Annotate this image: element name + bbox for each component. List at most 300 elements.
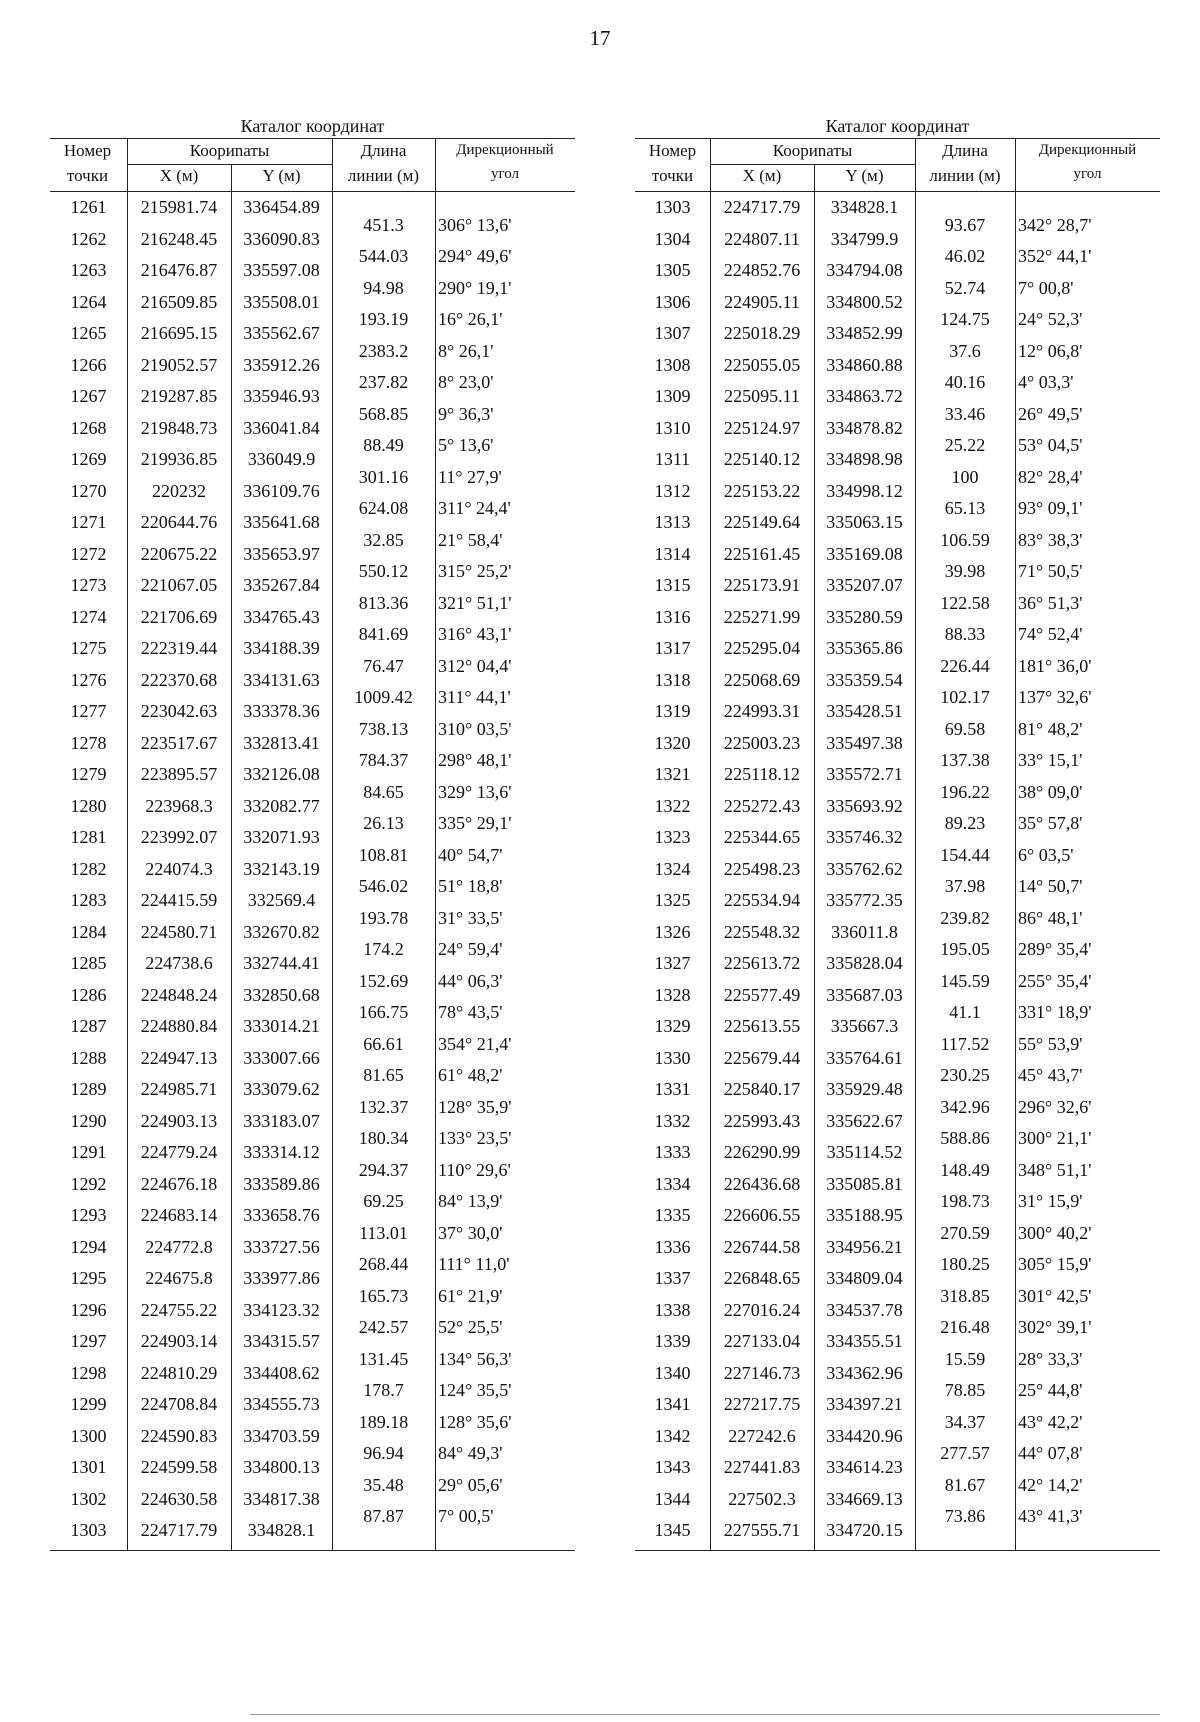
point-number: 1330 bbox=[654, 1047, 691, 1068]
point-number: 1345 bbox=[654, 1520, 691, 1540]
point-x: 225124.97 bbox=[723, 417, 801, 438]
point-y: 333314.12 bbox=[243, 1142, 320, 1162]
point-y: 334860.88 bbox=[826, 354, 903, 375]
point-y: 335764.61 bbox=[826, 1047, 903, 1068]
point-y: 335687.03 bbox=[826, 984, 903, 1005]
point-x: 223895.57 bbox=[140, 764, 218, 784]
point-number: 1281 bbox=[70, 827, 107, 847]
point-number: 1331 bbox=[654, 1079, 691, 1099]
point-y: 333977.86 bbox=[243, 1268, 320, 1288]
point-number: 1292 bbox=[70, 1173, 107, 1194]
point-x: 227217.75 bbox=[723, 1394, 801, 1414]
segment-direction-angle: 7° 00,5' bbox=[438, 1506, 494, 1527]
segment-length: 117.52 bbox=[940, 1033, 990, 1054]
point-x: 224848.24 bbox=[140, 984, 218, 1005]
point-x: 219052.57 bbox=[140, 354, 218, 375]
segment-length: 301.16 bbox=[358, 466, 409, 487]
catalog-body bbox=[50, 192, 575, 1551]
point-y: 334852.99 bbox=[826, 323, 903, 343]
segment-direction-angle: 8° 23,0' bbox=[438, 372, 494, 393]
segment-length: 226.44 bbox=[940, 655, 990, 676]
point-x: 225498.23 bbox=[723, 858, 801, 879]
point-y: 333589.86 bbox=[243, 1173, 320, 1194]
segment-direction-angle: 74° 52,4' bbox=[1018, 624, 1083, 645]
point-x: 223992.07 bbox=[140, 827, 218, 847]
segment-length: 88.49 bbox=[363, 435, 404, 456]
point-y: 334765.43 bbox=[243, 606, 320, 627]
point-x: 224772.8 bbox=[145, 1236, 213, 1257]
point-x: 216695.15 bbox=[140, 323, 218, 343]
point-x: 225068.69 bbox=[723, 669, 801, 690]
point-number: 1341 bbox=[654, 1394, 691, 1414]
segment-direction-angle: 51° 18,8' bbox=[438, 876, 503, 897]
segment-length: 738.13 bbox=[358, 718, 409, 739]
point-y: 333007.66 bbox=[243, 1047, 320, 1068]
segment-length: 165.73 bbox=[358, 1285, 409, 1306]
segment-direction-angle: 21° 58,4' bbox=[438, 529, 503, 550]
segment-length: 568.85 bbox=[358, 403, 409, 424]
segment-direction-angle: 5° 13,6' bbox=[438, 435, 494, 456]
segment-length: 451.3 bbox=[363, 214, 404, 235]
point-number: 1316 bbox=[654, 606, 691, 627]
segment-length: 1009.42 bbox=[354, 687, 413, 708]
segment-length: 37.98 bbox=[944, 876, 986, 897]
segment-length: 237.82 bbox=[358, 372, 409, 393]
segment-direction-angle: 335° 29,1' bbox=[438, 813, 512, 834]
segment-length: 93.67 bbox=[944, 214, 986, 235]
segment-direction-angle: 33° 15,1' bbox=[1018, 750, 1083, 771]
point-x: 224779.24 bbox=[140, 1142, 218, 1162]
segment-direction-angle: 301° 42,5' bbox=[1018, 1285, 1092, 1306]
point-number: 1278 bbox=[70, 732, 107, 753]
segment-direction-angle: 35° 57,8' bbox=[1018, 813, 1083, 834]
catalog-title: Каталог координат bbox=[240, 116, 385, 136]
point-x: 224905.11 bbox=[724, 291, 800, 312]
point-x: 225153.22 bbox=[723, 480, 801, 501]
header-point-number-2: точки bbox=[66, 166, 109, 185]
point-y: 335641.68 bbox=[243, 512, 320, 532]
segment-length: 69.25 bbox=[363, 1191, 404, 1212]
segment-length: 318.85 bbox=[940, 1285, 990, 1306]
segment-direction-angle: 6° 03,5' bbox=[1018, 844, 1074, 865]
point-number: 1268 bbox=[70, 417, 107, 438]
point-number: 1332 bbox=[654, 1110, 691, 1131]
segment-direction-angle: 7° 00,8' bbox=[1018, 277, 1074, 298]
point-y: 336049.9 bbox=[247, 449, 316, 469]
point-x: 225840.17 bbox=[723, 1079, 801, 1099]
point-x: 224708.84 bbox=[140, 1394, 218, 1414]
segment-direction-angle: 71° 50,5' bbox=[1018, 561, 1083, 582]
segment-direction-angle: 128° 35,6' bbox=[438, 1411, 512, 1432]
point-y: 336090.83 bbox=[243, 228, 320, 249]
point-number: 1275 bbox=[70, 638, 107, 658]
point-x: 224852.76 bbox=[723, 260, 801, 280]
point-x: 224683.14 bbox=[140, 1205, 218, 1225]
point-number: 1320 bbox=[654, 732, 691, 753]
point-number: 1298 bbox=[70, 1362, 107, 1383]
point-number: 1318 bbox=[654, 669, 691, 690]
point-x: 225548.32 bbox=[723, 921, 801, 942]
segment-direction-angle: 300° 21,1' bbox=[1018, 1128, 1092, 1149]
point-x: 223517.67 bbox=[140, 732, 218, 753]
point-number: 1317 bbox=[654, 638, 691, 658]
header-length: Длина bbox=[942, 141, 988, 160]
segment-direction-angle: 331° 18,9' bbox=[1018, 1002, 1092, 1023]
header-direction-angle: Дирекционный bbox=[456, 142, 554, 158]
point-x: 227555.71 bbox=[723, 1520, 801, 1540]
point-y: 334188.39 bbox=[243, 638, 320, 658]
point-y: 333727.56 bbox=[243, 1236, 320, 1257]
point-number: 1261 bbox=[70, 197, 107, 217]
segment-length: 69.58 bbox=[944, 718, 986, 739]
segment-direction-angle: 302° 39,1' bbox=[1018, 1317, 1092, 1338]
point-y: 335746.32 bbox=[826, 827, 903, 847]
point-y: 335114.52 bbox=[826, 1142, 903, 1162]
segment-length: 270.59 bbox=[940, 1222, 990, 1243]
point-number: 1302 bbox=[70, 1488, 107, 1509]
point-y: 334355.51 bbox=[826, 1331, 903, 1351]
point-y: 334800.13 bbox=[243, 1457, 320, 1477]
point-x: 227016.24 bbox=[723, 1299, 801, 1320]
point-number: 1313 bbox=[654, 512, 691, 532]
point-number: 1286 bbox=[70, 984, 107, 1005]
segment-direction-angle: 61° 48,2' bbox=[438, 1065, 503, 1086]
segment-direction-angle: 14° 50,7' bbox=[1018, 876, 1083, 897]
segment-length: 32.85 bbox=[363, 529, 404, 550]
segment-direction-angle: 84° 49,3' bbox=[438, 1443, 503, 1464]
point-y: 335365.86 bbox=[826, 638, 903, 658]
point-x: 225272.43 bbox=[723, 795, 801, 816]
segment-length: 277.57 bbox=[940, 1443, 990, 1464]
header-direction-angle: Дирекционный bbox=[1038, 142, 1137, 158]
point-x: 222319.44 bbox=[140, 638, 218, 658]
point-y: 333658.76 bbox=[243, 1205, 320, 1225]
point-x: 224810.29 bbox=[140, 1362, 218, 1383]
point-number: 1337 bbox=[654, 1268, 691, 1288]
segment-direction-angle: 86° 48,1' bbox=[1018, 907, 1083, 928]
point-y: 335667.3 bbox=[830, 1016, 899, 1036]
point-y: 334878.82 bbox=[826, 417, 903, 438]
catalog-header bbox=[50, 138, 575, 192]
point-x: 224903.13 bbox=[140, 1110, 218, 1131]
segment-length: 784.37 bbox=[358, 750, 409, 771]
point-number: 1283 bbox=[70, 890, 107, 910]
segment-direction-angle: 321° 51,1' bbox=[438, 592, 512, 613]
point-y: 333014.21 bbox=[243, 1016, 320, 1036]
segment-length: 131.45 bbox=[358, 1348, 409, 1369]
point-y: 335428.51 bbox=[826, 701, 903, 721]
point-y: 334998.12 bbox=[826, 480, 903, 501]
segment-direction-angle: 312° 04,4' bbox=[438, 655, 512, 676]
segment-length: 178.7 bbox=[363, 1380, 404, 1401]
segment-length: 37.6 bbox=[949, 340, 981, 361]
segment-length: 65.13 bbox=[944, 498, 986, 519]
segment-direction-angle: 52° 25,5' bbox=[438, 1317, 503, 1338]
segment-direction-angle: 348° 51,1' bbox=[1018, 1159, 1092, 1180]
coordinate-catalog-right bbox=[635, 114, 1160, 1551]
point-y: 335762.62 bbox=[826, 858, 903, 879]
segment-direction-angle: 8° 26,1' bbox=[438, 340, 494, 361]
segment-direction-angle: 36° 51,3' bbox=[1018, 592, 1083, 613]
segment-length: 33.46 bbox=[944, 403, 986, 424]
segment-length: 84.65 bbox=[363, 781, 404, 802]
point-x: 225613.55 bbox=[723, 1016, 801, 1036]
segment-direction-angle: 111° 11,0' bbox=[438, 1254, 510, 1275]
segment-direction-angle: 40° 54,7' bbox=[438, 844, 503, 865]
header-x: X (м) bbox=[159, 166, 199, 185]
segment-direction-angle: 93° 09,1' bbox=[1018, 498, 1083, 519]
segment-length: 544.03 bbox=[358, 246, 409, 267]
point-x: 215981.74 bbox=[140, 197, 218, 217]
point-x: 216509.85 bbox=[140, 291, 218, 312]
point-y: 334828.1 bbox=[247, 1520, 316, 1540]
point-y: 334828.1 bbox=[830, 197, 899, 217]
point-x: 216476.87 bbox=[140, 260, 218, 280]
point-number: 1334 bbox=[654, 1173, 691, 1194]
point-x: 225534.94 bbox=[723, 890, 801, 910]
point-number: 1340 bbox=[654, 1362, 691, 1383]
point-number: 1262 bbox=[70, 228, 107, 249]
segment-length: 195.05 bbox=[940, 939, 990, 960]
point-number: 1309 bbox=[654, 386, 691, 406]
segment-length: 230.25 bbox=[940, 1065, 990, 1086]
point-number: 1277 bbox=[70, 701, 107, 721]
point-y: 335497.38 bbox=[826, 732, 903, 753]
segment-length: 166.75 bbox=[358, 1002, 409, 1023]
segment-direction-angle: 310° 03,5' bbox=[438, 718, 512, 739]
point-x: 226744.58 bbox=[723, 1236, 801, 1257]
point-y: 334397.21 bbox=[826, 1394, 903, 1414]
segment-direction-angle: 133° 23,5' bbox=[438, 1128, 512, 1149]
point-number: 1319 bbox=[654, 701, 691, 721]
point-x: 224947.13 bbox=[140, 1047, 218, 1068]
point-number: 1267 bbox=[70, 386, 107, 406]
point-number: 1282 bbox=[70, 858, 107, 879]
segment-length: 239.82 bbox=[940, 907, 990, 928]
segment-length: 15.59 bbox=[944, 1348, 986, 1369]
point-y: 335508.01 bbox=[243, 291, 320, 312]
point-y: 334420.96 bbox=[826, 1425, 903, 1446]
point-x: 224993.31 bbox=[723, 701, 801, 721]
segment-direction-angle: 24° 52,3' bbox=[1018, 309, 1083, 330]
point-y: 336041.84 bbox=[243, 417, 320, 438]
segment-length: 198.73 bbox=[940, 1191, 990, 1212]
point-x: 225161.45 bbox=[723, 543, 801, 564]
point-x: 224676.18 bbox=[140, 1173, 218, 1194]
point-y: 336011.8 bbox=[831, 921, 898, 942]
segment-length: 78.85 bbox=[944, 1380, 986, 1401]
segment-length: 268.44 bbox=[358, 1254, 409, 1275]
point-x: 224630.58 bbox=[140, 1488, 218, 1509]
segment-length: 94.98 bbox=[363, 277, 404, 298]
header-length-2: линии (м) bbox=[929, 166, 1001, 185]
point-x: 225118.12 bbox=[724, 764, 800, 784]
point-number: 1335 bbox=[654, 1205, 691, 1225]
segment-direction-angle: 43° 41,3' bbox=[1018, 1506, 1083, 1527]
segment-direction-angle: 289° 35,4' bbox=[1018, 939, 1092, 960]
point-number: 1279 bbox=[70, 764, 107, 784]
point-x: 225095.11 bbox=[724, 386, 800, 406]
segment-direction-angle: 137° 32,6' bbox=[1018, 687, 1092, 708]
header-direction-angle-2: угол bbox=[490, 166, 520, 182]
point-y: 335929.48 bbox=[826, 1079, 903, 1099]
point-number: 1310 bbox=[654, 417, 691, 438]
segment-length: 26.13 bbox=[363, 813, 404, 834]
point-number: 1303 bbox=[70, 1520, 107, 1540]
segment-direction-angle: 55° 53,9' bbox=[1018, 1033, 1083, 1054]
segment-direction-angle: 82° 28,4' bbox=[1018, 466, 1083, 487]
point-number: 1290 bbox=[70, 1110, 107, 1131]
segment-length: 294.37 bbox=[358, 1159, 409, 1180]
point-y: 335169.08 bbox=[826, 543, 903, 564]
segment-length: 106.59 bbox=[940, 529, 990, 550]
point-number: 1269 bbox=[70, 449, 107, 469]
point-x: 225613.72 bbox=[723, 953, 801, 973]
point-y: 334123.32 bbox=[243, 1299, 320, 1320]
point-number: 1284 bbox=[70, 921, 107, 942]
segment-direction-angle: 255° 35,4' bbox=[1018, 970, 1092, 991]
point-y: 335063.15 bbox=[826, 512, 903, 532]
point-x: 224903.14 bbox=[140, 1331, 218, 1351]
point-y: 335572.71 bbox=[826, 764, 903, 784]
point-number: 1314 bbox=[654, 543, 691, 564]
segment-length: 124.75 bbox=[940, 309, 990, 330]
point-number: 1295 bbox=[70, 1268, 107, 1288]
segment-length: 46.02 bbox=[944, 246, 986, 267]
point-x: 225149.64 bbox=[723, 512, 801, 532]
point-y: 332143.19 bbox=[243, 858, 320, 879]
point-y: 336454.89 bbox=[243, 197, 320, 217]
segment-length: 89.23 bbox=[944, 813, 986, 834]
point-x: 225173.91 bbox=[723, 575, 801, 595]
segment-length: 154.44 bbox=[940, 844, 990, 865]
point-x: 221706.69 bbox=[140, 606, 218, 627]
point-number: 1272 bbox=[70, 543, 107, 564]
segment-direction-angle: 294° 49,6' bbox=[438, 246, 512, 267]
point-y: 334408.62 bbox=[243, 1362, 320, 1383]
point-y: 336109.76 bbox=[243, 480, 320, 501]
point-y: 334956.21 bbox=[826, 1236, 903, 1257]
segment-direction-angle: 306° 13,6' bbox=[438, 214, 512, 235]
segment-length: 242.57 bbox=[358, 1317, 409, 1338]
point-number: 1280 bbox=[70, 795, 107, 816]
catalog-header bbox=[635, 138, 1160, 192]
header-length-2: линии (м) bbox=[347, 166, 420, 185]
point-x: 227242.6 bbox=[728, 1425, 796, 1446]
point-y: 334898.98 bbox=[826, 449, 903, 469]
segment-direction-angle: 44° 07,8' bbox=[1018, 1443, 1083, 1464]
point-number: 1287 bbox=[70, 1016, 107, 1036]
point-x: 227133.04 bbox=[723, 1331, 801, 1351]
point-number: 1333 bbox=[654, 1142, 691, 1162]
segment-length: 39.98 bbox=[944, 561, 986, 582]
point-x: 220644.76 bbox=[140, 512, 218, 532]
point-y: 334720.15 bbox=[826, 1520, 903, 1540]
point-x: 224880.84 bbox=[140, 1016, 218, 1036]
point-number: 1299 bbox=[70, 1394, 107, 1414]
segment-direction-angle: 124° 35,5' bbox=[438, 1380, 512, 1401]
header-point-number: Номер bbox=[648, 141, 697, 160]
point-x: 227441.83 bbox=[723, 1457, 801, 1477]
segment-length: 342.96 bbox=[940, 1096, 990, 1117]
segment-direction-angle: 16° 26,1' bbox=[438, 309, 503, 330]
point-number: 1315 bbox=[654, 575, 691, 595]
point-y: 334809.04 bbox=[826, 1268, 903, 1288]
segment-length: 96.94 bbox=[363, 1443, 404, 1464]
point-x: 225344.65 bbox=[723, 827, 801, 847]
segment-length: 102.17 bbox=[940, 687, 990, 708]
segment-length: 196.22 bbox=[940, 781, 990, 802]
segment-length: 193.19 bbox=[358, 309, 409, 330]
segment-direction-angle: 42° 14,2' bbox=[1018, 1474, 1083, 1495]
segment-length: 81.65 bbox=[363, 1065, 404, 1086]
segment-direction-angle: 43° 42,2' bbox=[1018, 1411, 1083, 1432]
segment-direction-angle: 29° 05,6' bbox=[438, 1474, 503, 1495]
header-coordinates: Коориnаты bbox=[189, 141, 270, 160]
segment-length: 180.25 bbox=[940, 1254, 990, 1275]
point-x: 225679.44 bbox=[723, 1047, 801, 1068]
segment-direction-angle: 315° 25,2' bbox=[438, 561, 512, 582]
point-y: 335828.04 bbox=[826, 953, 903, 973]
segment-length: 145.59 bbox=[940, 970, 990, 991]
segment-direction-angle: 298° 48,1' bbox=[438, 750, 512, 771]
segment-direction-angle: 53° 04,5' bbox=[1018, 435, 1083, 456]
segment-direction-angle: 300° 40,2' bbox=[1018, 1222, 1092, 1243]
segment-direction-angle: 316° 43,1' bbox=[438, 624, 512, 645]
point-number: 1306 bbox=[654, 291, 691, 312]
point-x: 219848.73 bbox=[140, 417, 218, 438]
point-number: 1265 bbox=[70, 323, 107, 343]
catalog-body bbox=[635, 192, 1160, 1551]
segment-length: 588.86 bbox=[940, 1128, 990, 1149]
segment-length: 152.69 bbox=[358, 970, 409, 991]
segment-direction-angle: 311° 44,1' bbox=[438, 687, 511, 708]
header-coordinates: Коориnаты bbox=[772, 141, 853, 160]
segment-length: 108.81 bbox=[358, 844, 409, 865]
point-number: 1325 bbox=[654, 890, 691, 910]
segment-direction-angle: 305° 15,9' bbox=[1018, 1254, 1092, 1275]
segment-length: 180.34 bbox=[358, 1128, 409, 1149]
point-y: 332744.41 bbox=[243, 953, 320, 973]
point-number: 1307 bbox=[654, 323, 691, 343]
point-x: 227146.73 bbox=[723, 1362, 801, 1383]
header-y: Y (м) bbox=[845, 166, 884, 185]
point-y: 332670.82 bbox=[243, 921, 320, 942]
point-x: 223042.63 bbox=[140, 701, 218, 721]
point-y: 335280.59 bbox=[826, 606, 903, 627]
segment-direction-angle: 296° 32,6' bbox=[1018, 1096, 1092, 1117]
header-length: Длина bbox=[360, 141, 407, 160]
point-y: 333378.36 bbox=[243, 701, 320, 721]
point-number: 1294 bbox=[70, 1236, 107, 1257]
segment-length: 624.08 bbox=[358, 498, 409, 519]
segment-direction-angle: 83° 38,3' bbox=[1018, 529, 1083, 550]
point-number: 1274 bbox=[70, 606, 107, 627]
point-number: 1301 bbox=[70, 1457, 107, 1477]
segment-direction-angle: 128° 35,9' bbox=[438, 1096, 512, 1117]
segment-direction-angle: 290° 19,1' bbox=[438, 277, 512, 298]
segment-direction-angle: 25° 44,8' bbox=[1018, 1380, 1083, 1401]
point-x: 225003.23 bbox=[723, 732, 801, 753]
point-number: 1324 bbox=[654, 858, 691, 879]
point-number: 1276 bbox=[70, 669, 107, 690]
segment-length: 2383.2 bbox=[358, 340, 409, 361]
segment-length: 25.22 bbox=[944, 435, 986, 456]
point-x: 226848.65 bbox=[723, 1268, 801, 1288]
point-number: 1285 bbox=[70, 953, 107, 973]
point-y: 334669.13 bbox=[826, 1488, 903, 1509]
segment-length: 76.47 bbox=[363, 655, 404, 676]
